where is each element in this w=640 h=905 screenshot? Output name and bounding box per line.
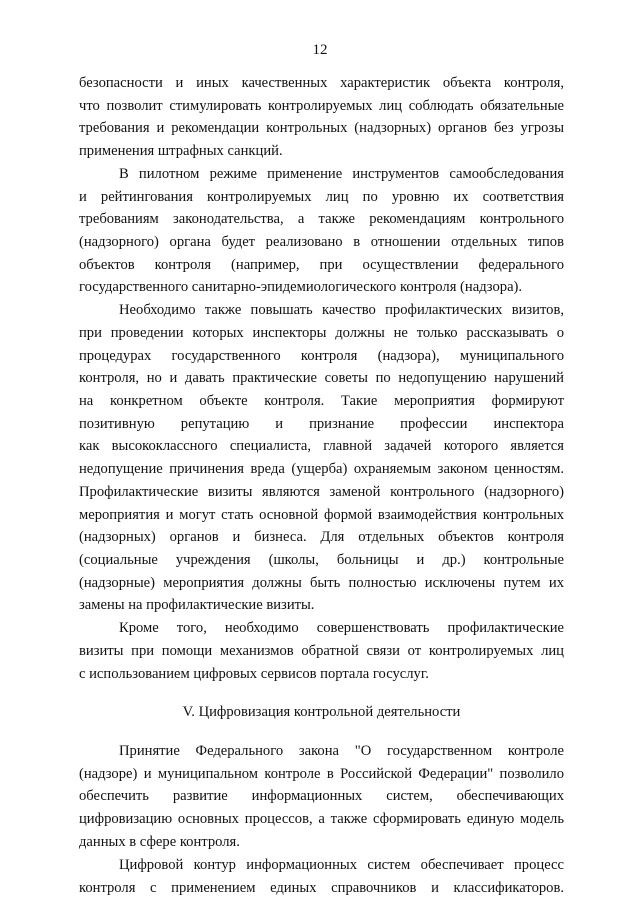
paragraph-4-line-2: визиты при помощи механизмов обратной связи от контролируемых лиц — [79, 643, 564, 659]
page-number: 12 — [312, 42, 328, 58]
paragraph-3-line-6: позитивную репутацию и признание профессии инспектора — [79, 416, 564, 432]
paragraph-1-line-4: применения штрафных санкций. — [79, 143, 283, 159]
paragraph-6-line-1: Цифровой контур информационных систем обеспечивает процесс — [119, 857, 564, 873]
paragraph-6-line-2: контроля с применением единых справочников и классификаторов. — [79, 880, 564, 896]
paragraph-3-line-10: мероприятия и могут стать основной формой взаимодействия контрольных — [79, 507, 564, 523]
paragraph-3-line-8: недопущение причинения вреда (ущерба) охраняемым законом ценностям. — [79, 461, 564, 477]
paragraph-2-line-1: В пилотном режиме применение инструментов самообследования — [119, 166, 564, 182]
paragraph-5-line-3: обеспечить развитие информационных систем, обеспечивающих — [79, 788, 564, 804]
paragraph-2-line-6: государственного санитарно-эпидемиологического контроля (надзора). — [79, 279, 523, 295]
paragraph-3-line-14: замены на профилактические визиты. — [79, 597, 315, 613]
paragraph-3-line-12: (социальные учреждения (школы, больницы и др.) контрольные — [79, 552, 564, 568]
paragraph-4-line-3: с использованием цифровых сервисов портала госуслуг. — [79, 666, 429, 682]
paragraph-5-line-5: данных в сфере контроля. — [79, 834, 240, 850]
paragraph-1-line-3: требования и рекомендации контрольных (надзорных) органов без угрозы — [79, 120, 564, 136]
paragraph-3-line-5: на конкретном объекте контроля. Такие мероприятия формируют — [79, 393, 564, 409]
paragraph-2-line-2: и рейтингования контролируемых лиц по уровню их соответствия — [79, 189, 564, 205]
paragraph-2-line-3: требованиям законодательства, а также рекомендациям контрольного — [79, 211, 564, 227]
paragraph-3-line-9: Профилактические визиты являются заменой контрольного (надзорного) — [79, 484, 564, 500]
paragraph-3-line-4: контроля, но и давать практические советы по недопущению нарушений — [79, 370, 564, 386]
paragraph-4-line-1: Кроме того, необходимо совершенствовать профилактические — [119, 620, 564, 636]
paragraph-3-line-13: (надзорные) мероприятия должны быть полностью исключены путем их — [79, 575, 564, 591]
paragraph-2-line-5: объектов контроля (например, при осуществлении федерального — [79, 257, 564, 273]
paragraph-5-line-1: Принятие Федерального закона "О государственном контроле — [119, 743, 564, 759]
section-heading: V. Цифровизация контрольной деятельности — [182, 704, 461, 720]
paragraph-3-line-1: Необходимо также повышать качество профилактических визитов, — [119, 302, 564, 318]
paragraph-1-line-2: что позволит стимулировать контролируемых лиц соблюдать обязательные — [79, 98, 564, 114]
paragraph-3-line-3: процедурах государственного контроля (надзора), муниципального — [79, 348, 564, 364]
paragraph-5-line-2: (надзоре) и муниципальном контроле в Российской Федерации" позволило — [79, 766, 564, 782]
paragraph-3-line-7: как высококлассного специалиста, главной задачей которого является — [79, 438, 564, 454]
paragraph-3-line-11: (надзорных) органов и бизнеса. Для отдельных объектов контроля — [79, 529, 564, 545]
paragraph-1-line-1: безопасности и иных качественных характеристик объекта контроля, — [79, 75, 564, 91]
paragraph-3-line-2: при проведении которых инспекторы должны не только рассказывать о — [79, 325, 564, 341]
paragraph-2-line-4: (надзорного) органа будет реализовано в отношении отдельных типов — [79, 234, 564, 250]
paragraph-5-line-4: цифровизацию основных процессов, а также сформировать единую модель — [79, 811, 564, 827]
